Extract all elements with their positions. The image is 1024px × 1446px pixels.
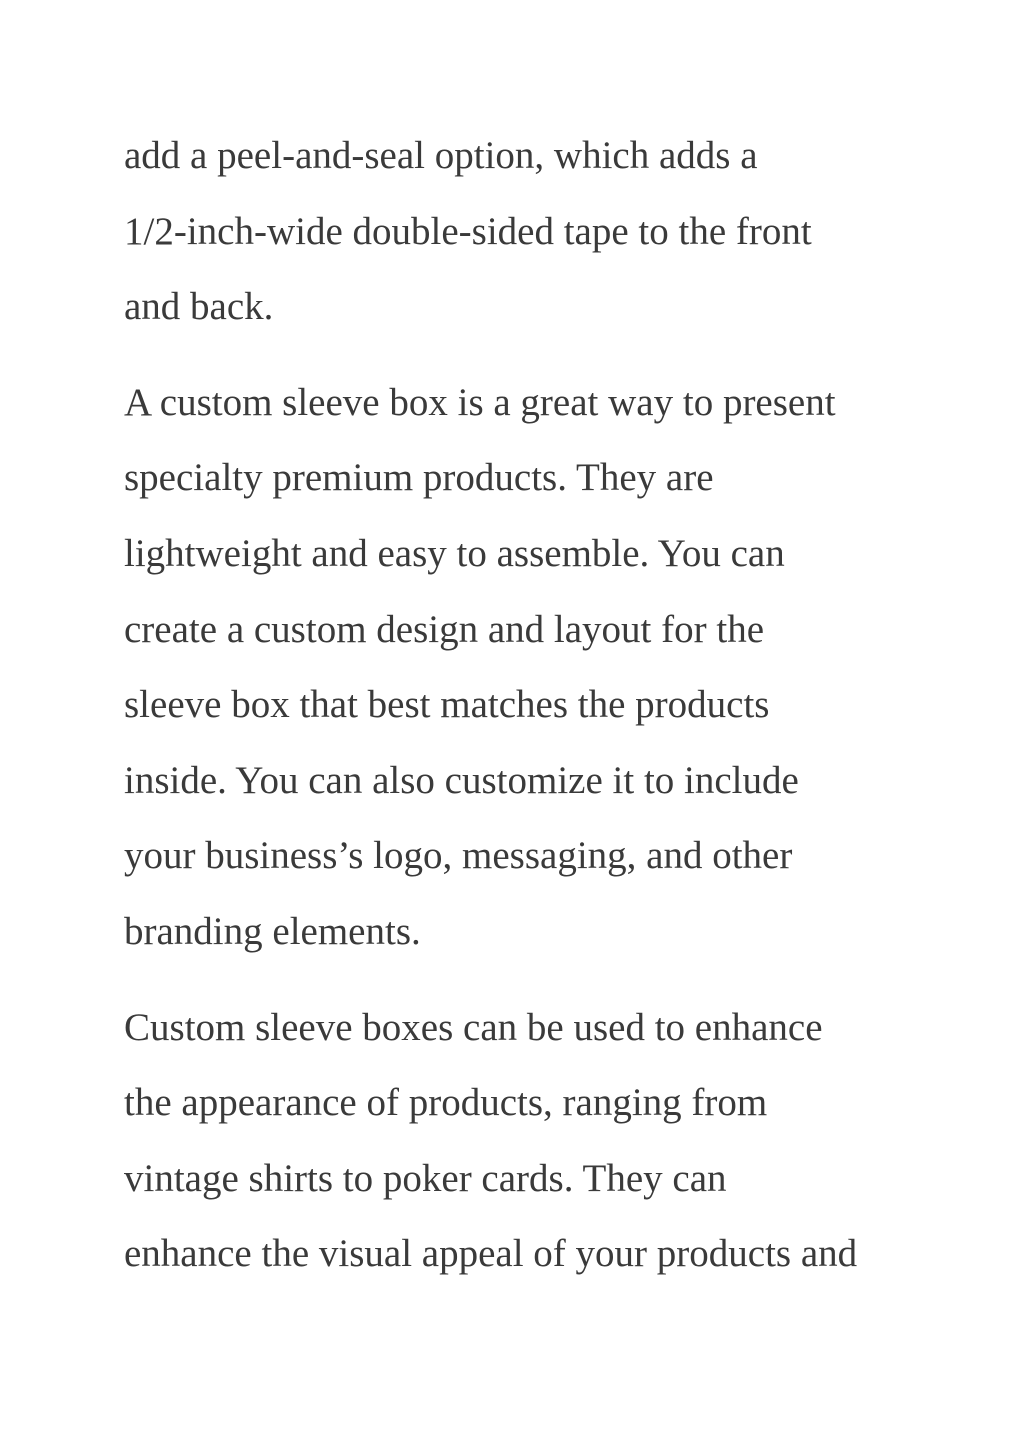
text-line: and back. (124, 285, 274, 329)
text-line: the appearance of products, ranging from (124, 1081, 768, 1125)
text-line: lightweight and easy to assemble. You can (124, 531, 785, 575)
paragraph-peel-and-seal (124, 118, 924, 345)
text-line: branding elements. (124, 909, 421, 953)
text-line: add a peel-and-seal option, which adds a (124, 134, 758, 177)
text-line: inside. You can also customize it to include (124, 758, 799, 802)
text-line: A custom sleeve box is a great way to present (124, 380, 836, 424)
text-line: vintage shirts to poker cards. They can (124, 1156, 727, 1200)
text-line: your business’s logo, messaging, and other (124, 834, 793, 878)
text-line: Custom sleeve boxes can be used to enhance (124, 1005, 823, 1049)
paragraph-enhance-appearance (124, 990, 924, 1292)
text-line: sleeve box that best matches the products (124, 683, 770, 727)
text-line: specialty premium products. They are (124, 456, 714, 500)
text-line: create a custom design and layout for the (124, 607, 765, 651)
text-line: enhance the visual appeal of your products and (124, 1232, 858, 1276)
body-text (124, 118, 924, 1312)
paragraph-custom-sleeve-box (124, 365, 924, 970)
text-line: 1/2-inch-wide double-sided tape to the front (124, 209, 812, 253)
